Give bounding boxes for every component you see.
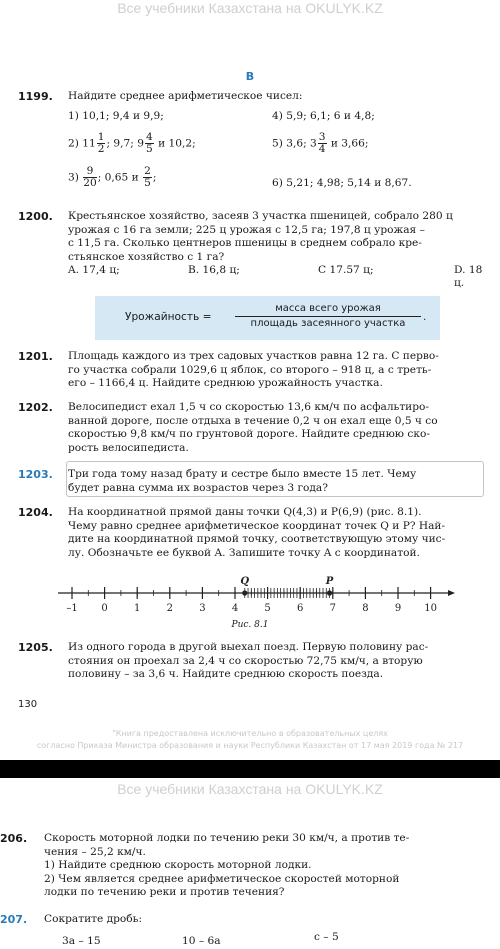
task-line: Площадь каждого из трех садовых участков равна 12 га. С перво- (68, 350, 439, 362)
p-label: P (325, 576, 334, 587)
level-marker: В (245, 70, 255, 83)
task-line: чения – 25,2 км/ч. (44, 845, 146, 858)
tick-label: 5 (264, 603, 271, 614)
numerator: 9 (83, 166, 96, 178)
task-line: 2) Чем является среднее арифметическое скоростей моторной (44, 872, 400, 885)
task-line: урожая с 16 га земли; 225 ц урожая с 12,5 га; 197,8 ц урожая – (68, 223, 425, 236)
task-line: Скорость моторной лодки по течению реки 30 км/ч, а против те- (44, 832, 410, 844)
tick-label: 6 (297, 603, 304, 614)
number-line (0, 565, 500, 617)
task-1206 (0, 832, 482, 902)
axis-arrow (448, 590, 455, 596)
page-separator (0, 760, 500, 778)
task-number: 1199. (18, 90, 53, 103)
item-4: 4) 5,9; 6,1; 6 и 4,8; (272, 110, 375, 122)
task-1203 (18, 468, 486, 496)
denominator: 20 (83, 177, 97, 189)
task-line: лу. Обозначьте ее буквой A. Запишите точку A с координатой. (68, 546, 420, 559)
task-1202 (18, 401, 486, 457)
task-line: будет равна сумма их возрастов через 3 года? (68, 481, 328, 494)
task-line: го участка собрали 1029,6 ц яблок, со второго – 918 ц, а с треть- (68, 363, 432, 376)
fraction-1-numerator: 3a – 15 (62, 935, 101, 947)
watermark-header: Все учебники Казахстана на OKULYK.KZ (117, 0, 383, 16)
task-1207 (0, 913, 482, 949)
denominator: 5 (144, 177, 151, 189)
answer-b: B. 16,8 ц; (188, 264, 240, 276)
tick-label: 9 (394, 603, 402, 614)
item-2-text: ; 9,7; 9 (106, 137, 144, 150)
denominator: 5 (145, 143, 153, 155)
task-line: 1) Найдите среднюю скорость моторной лодки. (44, 859, 312, 871)
task-prompt: Сократите дробь: (44, 913, 143, 925)
denominator: 4 (318, 143, 326, 155)
task-line: Велосипедист ехал 1,5 ч со скоростью 13,6 км/ч по асфальтиро- (68, 401, 429, 413)
task-number: 1202. (18, 401, 53, 414)
task-line: ванной дороге, после отдыха в течение 0,2 ч он ехал еще 0,5 ч со (68, 414, 438, 427)
figure-caption: Рис. 8.1 (231, 620, 269, 630)
task-1201 (18, 350, 486, 392)
task-line: Три года тому назад брату и сестре было вместе 15 лет. Чему (68, 468, 417, 480)
task-line: На координатной прямой даны точки Q(4,3) и P(6,9) (рис. 8.1). (68, 506, 422, 518)
task-1199 (18, 90, 486, 190)
footer-line-2: согласно Приказа Министра образования и науки Республики Казахстан от 17 мая 2019 года № 217 (36, 741, 464, 750)
task-line: его – 1166,4 ц. Найдите среднюю урожайность участка. (68, 377, 383, 389)
numerator: 2 (144, 165, 151, 177)
task-line: Чему равно среднее арифметическое координат точек Q и P? Най- (68, 519, 446, 532)
watermark-header-2: Все учебники Казахстана на OKULYK.KZ (117, 781, 383, 797)
tick-label: 4 (231, 603, 239, 614)
tick-label: 10 (424, 603, 437, 614)
item-5-text: и 3,66; (327, 137, 369, 150)
task-line: Крестьянское хозяйство, засеяв 3 участка пшеницей, собрало 280 ц (68, 210, 453, 222)
formula-left: Урожайность = (125, 311, 212, 323)
formula-numerator: масса всего урожая (235, 302, 421, 317)
numerator: 1 (97, 131, 105, 143)
q-label: Q (240, 576, 250, 587)
task-1205 (18, 641, 486, 683)
answer-a: A. 17,4 ц; (68, 264, 120, 276)
fraction (318, 132, 327, 155)
tick-label: –1 (66, 603, 78, 614)
fraction (145, 132, 154, 155)
task-number: 1203. (18, 468, 53, 481)
item-1: 1) 10,1; 9,4 и 9,9; (68, 110, 164, 122)
task-line: с 11,5 га. Сколько центнеров пшеницы в среднем собрало кре- (68, 237, 422, 249)
formula-fraction (235, 302, 421, 331)
p-point (327, 590, 332, 595)
item-5 (272, 132, 368, 155)
answer-c: C 17.57 ц; (318, 264, 374, 276)
item-3-text: ; (152, 171, 157, 184)
tick-label: 0 (101, 603, 108, 614)
task-1200 (18, 210, 486, 290)
task-line: лодки по течению реки и против течения? (44, 886, 285, 898)
fraction (143, 166, 152, 189)
item-2 (68, 132, 196, 155)
task-number: 1200. (18, 210, 53, 223)
item-2-text: 2) 11 (68, 137, 96, 150)
item-2-text: и 10,2; (154, 137, 196, 150)
task-number: 207. (0, 913, 28, 926)
task-line: половину – за 3,6 ч. Найдите среднюю скорость поезда. (68, 668, 384, 680)
item-3-text: ; 0,65 и (97, 171, 139, 184)
fraction-2-numerator: 10 – 6a (182, 935, 221, 947)
item-5-text: 5) 3,6; 3 (272, 137, 317, 150)
item-6: 6) 5,21; 4,98; 5,14 и 8,67. (272, 177, 412, 189)
tick-label: 1 (134, 603, 141, 614)
q-point (242, 590, 247, 595)
numerator: 3 (318, 131, 326, 143)
task-number: 206. (0, 832, 28, 845)
fraction (83, 166, 96, 189)
task-line: скоростью 9,8 км/ч по грунтовой дороге. Найдите среднюю ско- (68, 428, 430, 440)
item-3-text: 3) (68, 171, 79, 184)
tick-label: 2 (166, 603, 173, 614)
answer-d: D. 18 ц. (454, 264, 483, 290)
task-line: стьянское хозяйство с 1 га? (68, 250, 225, 263)
denominator: 2 (97, 143, 105, 155)
formula-box (95, 296, 440, 340)
tick-label: 7 (329, 603, 336, 614)
numerator: 4 (145, 131, 153, 143)
task-1204 (18, 506, 486, 562)
fraction (97, 132, 106, 155)
page-number: 130 (18, 699, 38, 710)
task-line: Из одного города в другой выехал поезд. Первую половину рас- (68, 641, 429, 653)
formula-dot: . (423, 311, 427, 323)
item-3 (68, 166, 156, 189)
tick-label: 8 (362, 603, 369, 614)
task-number: 1201. (18, 350, 53, 363)
task-prompt: Найдите среднее арифметическое чисел: (68, 90, 303, 102)
task-number: 1204. (18, 506, 53, 519)
tick-label: 3 (199, 603, 206, 614)
footer-line-1: "Книга предоставлена исключительно в образовательных целях (112, 729, 388, 738)
formula-denominator: площадь засеянного участка (250, 318, 406, 329)
task-line: стояния он проехал за 2,4 ч со скоростью 72,75 км/ч, а вторую (68, 654, 423, 667)
task-number: 1205. (18, 641, 53, 654)
task-line: рость велосипедиста. (68, 441, 189, 454)
task-line: дите на координатной прямой точку, соответствующую этому чис- (68, 533, 446, 545)
fraction-3-numerator: c – 5 (314, 931, 339, 943)
